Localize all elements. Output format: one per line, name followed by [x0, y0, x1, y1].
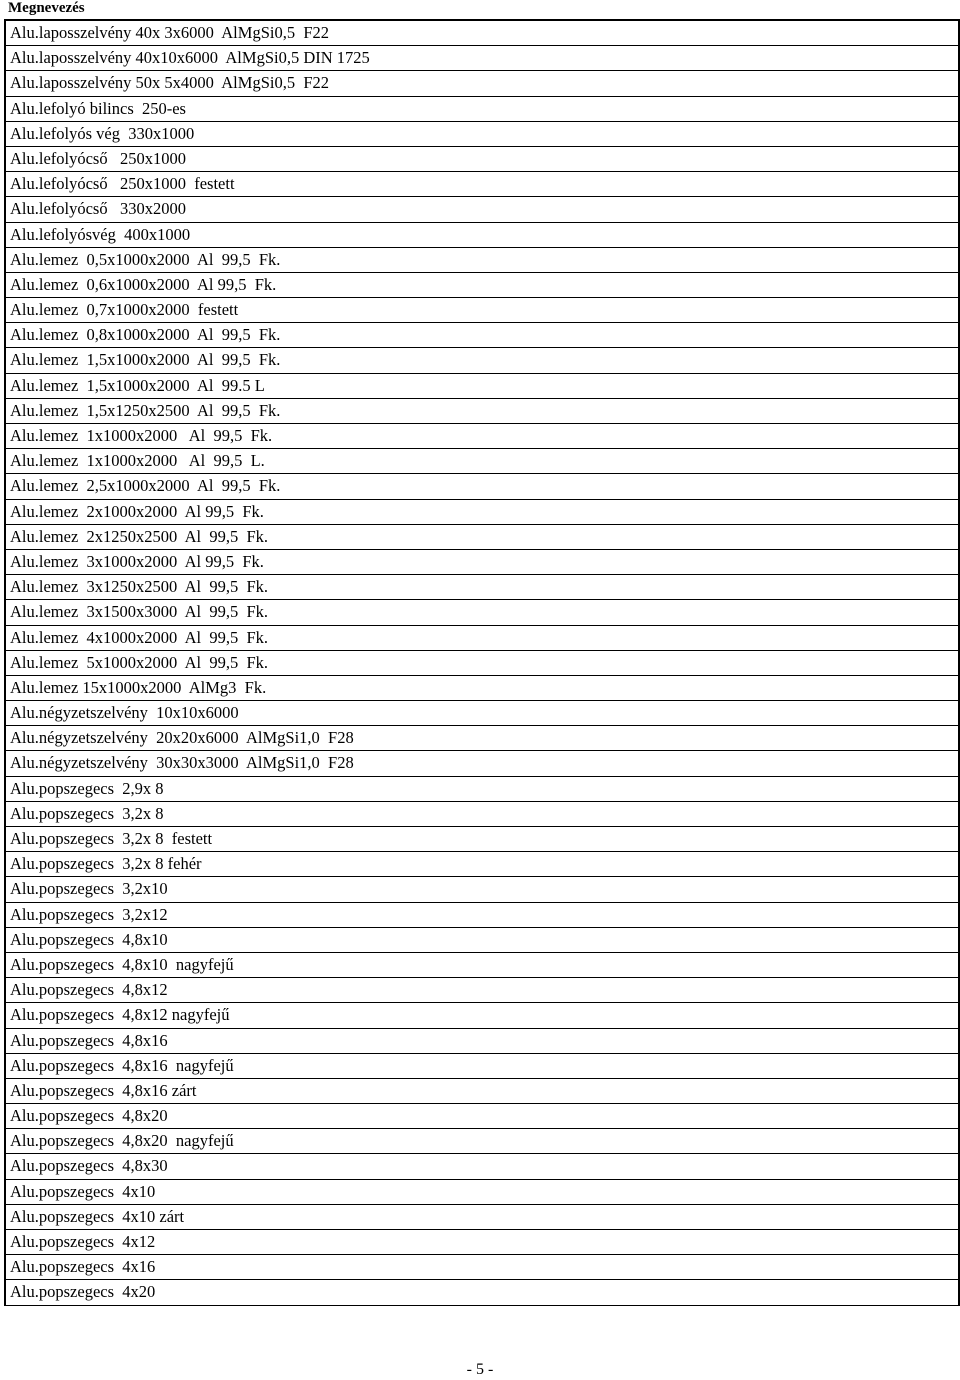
- table-row: Alu.popszegecs 4x20: [6, 1280, 958, 1305]
- table-row: Alu.popszegecs 4,8x16 nagyfejű: [6, 1054, 958, 1079]
- table-row: Alu.laposszelvény 40x 3x6000 AlMgSi0,5 F22: [6, 21, 958, 46]
- table-row: Alu.laposszelvény 50x 5x4000 AlMgSi0,5 F22: [6, 71, 958, 96]
- table-row: Alu.lemez 2,5x1000x2000 Al 99,5 Fk.: [6, 474, 958, 499]
- table-row: Alu.lefolyó bilincs 250-es: [6, 97, 958, 122]
- table-row: Alu.lemez 0,6x1000x2000 Al 99,5 Fk.: [6, 273, 958, 298]
- table-row: Alu.lemez 0,5x1000x2000 Al 99,5 Fk.: [6, 248, 958, 273]
- table-row: Alu.lefolyósvég 400x1000: [6, 223, 958, 248]
- table-row: Alu.popszegecs 4,8x16: [6, 1029, 958, 1054]
- table-row: Alu.popszegecs 4x10: [6, 1180, 958, 1205]
- table-row: Alu.lemez 5x1000x2000 Al 99,5 Fk.: [6, 651, 958, 676]
- table-row: Alu.lemez 3x1250x2500 Al 99,5 Fk.: [6, 575, 958, 600]
- table-row: Alu.lemez 3x1000x2000 Al 99,5 Fk.: [6, 550, 958, 575]
- table-row: Alu.lemez 1,5x1000x2000 Al 99,5 Fk.: [6, 348, 958, 373]
- table-row: Alu.popszegecs 4,8x16 zárt: [6, 1079, 958, 1104]
- table-row: Alu.lemez 0,7x1000x2000 festett: [6, 298, 958, 323]
- table-row: Alu.popszegecs 4x16: [6, 1255, 958, 1280]
- table-row: Alu.négyzetszelvény 30x30x3000 AlMgSi1,0 F28: [6, 751, 958, 776]
- table-row: Alu.lemez 15x1000x2000 AlMg3 Fk.: [6, 676, 958, 701]
- table-row: Alu.lefolyós vég 330x1000: [6, 122, 958, 147]
- table-row: Alu.laposszelvény 40x10x6000 AlMgSi0,5 DIN 1725: [6, 46, 958, 71]
- table-row: Alu.popszegecs 4x10 zárt: [6, 1205, 958, 1230]
- table-row: Alu.popszegecs 3,2x10: [6, 877, 958, 902]
- table-row: Alu.popszegecs 3,2x 8: [6, 802, 958, 827]
- table-row: Alu.lemez 1x1000x2000 Al 99,5 Fk.: [6, 424, 958, 449]
- table-row: Alu.lefolyócső 330x2000: [6, 197, 958, 222]
- table-row: Alu.popszegecs 4,8x12 nagyfejű: [6, 1003, 958, 1028]
- table-row: Alu.popszegecs 3,2x12: [6, 903, 958, 928]
- table-row: Alu.lemez 0,8x1000x2000 Al 99,5 Fk.: [6, 323, 958, 348]
- table-row: Alu.lemez 2x1250x2500 Al 99,5 Fk.: [6, 525, 958, 550]
- page-number: - 5 -: [466, 1361, 494, 1378]
- table-row: Alu.lemez 4x1000x2000 Al 99,5 Fk.: [6, 626, 958, 651]
- table-row: Alu.lemez 1,5x1250x2500 Al 99,5 Fk.: [6, 399, 958, 424]
- table-row: Alu.négyzetszelvény 10x10x6000: [6, 701, 958, 726]
- table-row: Alu.lemez 2x1000x2000 Al 99,5 Fk.: [6, 500, 958, 525]
- table-row: Alu.popszegecs 3,2x 8 festett: [6, 827, 958, 852]
- table-row: Alu.popszegecs 3,2x 8 fehér: [6, 852, 958, 877]
- table-row: Alu.lemez 3x1500x3000 Al 99,5 Fk.: [6, 600, 958, 625]
- table-row: Alu.lefolyócső 250x1000 festett: [6, 172, 958, 197]
- table-row: Alu.popszegecs 4,8x20: [6, 1104, 958, 1129]
- table-row: Alu.popszegecs 2,9x 8: [6, 777, 958, 802]
- product-table: [4, 19, 960, 1306]
- column-header-megnevezes: Megnevezés: [8, 0, 85, 16]
- table-row: Alu.popszegecs 4,8x30: [6, 1154, 958, 1179]
- table-row: Alu.popszegecs 4x12: [6, 1230, 958, 1255]
- table-row: Alu.lemez 1,5x1000x2000 Al 99.5 L: [6, 374, 958, 399]
- table-row: Alu.popszegecs 4,8x10: [6, 928, 958, 953]
- table-row: Alu.popszegecs 4,8x20 nagyfejű: [6, 1129, 958, 1154]
- table-row: Alu.popszegecs 4,8x12: [6, 978, 958, 1003]
- table-row: Alu.lefolyócső 250x1000: [6, 147, 958, 172]
- table-row: Alu.popszegecs 4,8x10 nagyfejű: [6, 953, 958, 978]
- table-row: Alu.négyzetszelvény 20x20x6000 AlMgSi1,0 F28: [6, 726, 958, 751]
- table-row: Alu.lemez 1x1000x2000 Al 99,5 L.: [6, 449, 958, 474]
